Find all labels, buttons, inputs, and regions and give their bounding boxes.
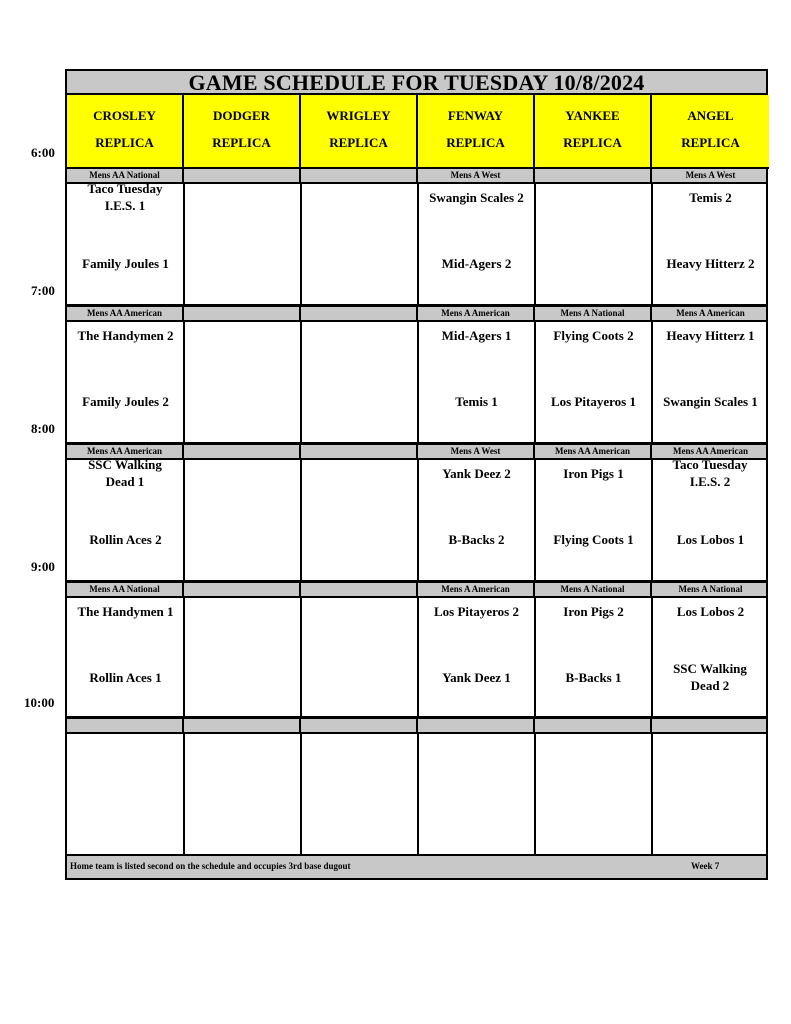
- division-label: [652, 719, 769, 732]
- division-label: Mens A National: [535, 583, 652, 596]
- field-header-wrigley: [301, 95, 418, 169]
- field-subtitle: REPLICA: [95, 135, 154, 150]
- division-label: [301, 445, 418, 458]
- field-name: ANGEL: [687, 108, 734, 123]
- home-team: Family Joules 1: [82, 256, 169, 271]
- column-divider: [300, 734, 302, 856]
- home-team: Temis 1: [455, 394, 498, 409]
- column-divider: [300, 184, 302, 304]
- division-row: [67, 718, 766, 734]
- time-label: 6:00: [31, 145, 55, 160]
- division-label: [301, 719, 418, 732]
- game-schedule-table: [65, 69, 768, 880]
- away-team: Flying Coots 2: [553, 328, 634, 343]
- home-team: Yank Deez 1: [442, 670, 511, 685]
- away-team: Heavy Hitterz 1: [666, 328, 755, 343]
- home-team: Rollin Aces 1: [89, 670, 162, 685]
- field-header-crosley: [67, 95, 184, 169]
- time-label: 9:00: [31, 559, 55, 574]
- week-label: Week 7: [691, 861, 720, 871]
- division-label: [418, 719, 535, 732]
- column-divider: [534, 734, 536, 856]
- home-team: B-Backs 2: [448, 532, 505, 547]
- field-header-dodger: [184, 95, 301, 169]
- division-label: Mens A West: [685, 170, 736, 180]
- division-label: [67, 719, 184, 732]
- home-team: Mid-Agers 2: [441, 256, 512, 271]
- field-subtitle: REPLICA: [329, 135, 388, 150]
- home-team: B-Backs 1: [565, 670, 622, 685]
- away-team: Yank Deez 2: [442, 466, 511, 481]
- division-label: Mens AA American: [673, 446, 748, 456]
- home-team: Flying Coots 1: [553, 532, 634, 547]
- division-row: [67, 168, 766, 184]
- home-team: Family Joules 2: [82, 394, 169, 409]
- schedule-footer: [67, 854, 766, 878]
- away-team: Taco Tuesday I.E.S. 1: [87, 181, 163, 213]
- home-team-note: Home team is listed second on the schedule and occupies 3rd base dugout: [70, 861, 351, 871]
- division-row: [67, 444, 766, 460]
- home-team: Rollin Aces 2: [89, 532, 162, 547]
- column-divider: [417, 734, 419, 856]
- field-subtitle: REPLICA: [681, 135, 740, 150]
- division-label: [184, 719, 301, 732]
- division-label: [301, 583, 418, 596]
- away-team: Taco Tuesday I.E.S. 2: [672, 457, 748, 489]
- division-label: Mens A West: [418, 445, 535, 458]
- away-team: SSC Walking Dead 1: [88, 457, 162, 489]
- division-label: [184, 307, 301, 320]
- field-header-angel: [652, 95, 769, 169]
- column-divider: [300, 598, 302, 716]
- column-divider: [183, 460, 185, 580]
- away-team: The Handymen 1: [77, 604, 174, 619]
- division-label: [184, 445, 301, 458]
- division-label: Mens AA National: [67, 583, 184, 596]
- column-divider: [300, 460, 302, 580]
- away-team: Los Lobos 2: [676, 604, 745, 619]
- division-label: [301, 169, 418, 182]
- column-divider: [183, 734, 185, 856]
- field-subtitle: REPLICA: [563, 135, 622, 150]
- column-divider: [183, 184, 185, 304]
- division-row: [67, 306, 766, 322]
- time-label: 8:00: [31, 421, 55, 436]
- away-team: The Handymen 2: [77, 328, 174, 343]
- column-divider: [651, 734, 653, 856]
- column-divider: [300, 322, 302, 442]
- division-label: Mens A National: [678, 584, 743, 594]
- home-team: SSC Walking Dead 2: [673, 661, 747, 693]
- division-label: [184, 583, 301, 596]
- field-subtitle: REPLICA: [212, 135, 271, 150]
- home-team: Heavy Hitterz 2: [666, 256, 755, 271]
- field-name: CROSLEY: [93, 108, 156, 123]
- division-label: Mens AA American: [67, 445, 184, 458]
- division-label: Mens A American: [418, 583, 535, 596]
- division-label: Mens A American: [676, 308, 745, 318]
- division-label: Mens A West: [418, 169, 535, 182]
- away-team: Temis 2: [689, 190, 732, 205]
- division-label: [301, 307, 418, 320]
- division-label: Mens A National: [535, 307, 652, 320]
- time-slot-body: [67, 734, 766, 856]
- away-team: Mid-Agers 1: [441, 328, 512, 343]
- division-label: [184, 169, 301, 182]
- home-team: Swangin Scales 1: [663, 394, 758, 409]
- time-slot-body: [67, 460, 766, 580]
- field-name: FENWAY: [447, 108, 504, 123]
- division-row: [67, 582, 766, 598]
- field-header-yankee: [535, 95, 652, 169]
- division-label: Mens AA American: [535, 445, 652, 458]
- schedule-title: GAME SCHEDULE FOR TUESDAY 10/8/2024: [67, 71, 766, 95]
- away-team: Iron Pigs 1: [563, 466, 624, 481]
- field-name: WRIGLEY: [326, 108, 391, 123]
- home-team: Los Pitayeros 1: [551, 394, 636, 409]
- away-team: Swangin Scales 2: [429, 190, 524, 205]
- away-team: Iron Pigs 2: [563, 604, 624, 619]
- division-label: Mens AA National: [67, 169, 184, 182]
- field-name: DODGER: [212, 108, 271, 123]
- field-header-fenway: [418, 95, 535, 169]
- time-label: 10:00: [24, 695, 55, 710]
- field-subtitle: REPLICA: [446, 135, 505, 150]
- field-name: YANKEE: [565, 108, 620, 123]
- division-label: Mens A American: [418, 307, 535, 320]
- division-label: [535, 719, 652, 732]
- away-team: Los Pitayeros 2: [434, 604, 519, 619]
- division-label: Mens AA American: [67, 307, 184, 320]
- home-team: Los Lobos 1: [676, 532, 745, 547]
- time-label: 7:00: [31, 283, 55, 298]
- division-label: [535, 169, 652, 182]
